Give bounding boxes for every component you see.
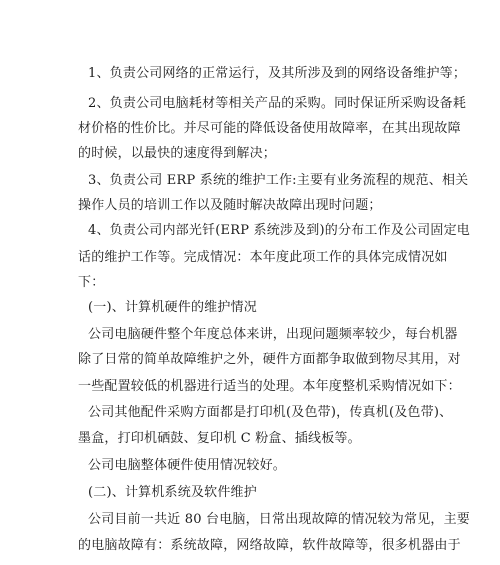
doc-line-7: 4、负责公司内部光钎(ERP 系统涉及到)的分布工作及公司固定电 (88, 223, 470, 238)
doc-line-12: 除了日常的简单故障维护之外，硬件方面都争取做到物尽其用，对 (78, 352, 461, 367)
doc-line-15: 墨盒，打印机硒鼓、复印机 C 粉盒、插线板等。 (78, 431, 361, 446)
doc-line-2: 2、负责公司电脑耗材等相关产品的采购。同时保证所采购设备耗 (88, 96, 467, 111)
doc-line-5: 3、负责公司 ERP 系统的维护工作:主要有业务流程的规范、相关 (88, 173, 469, 188)
doc-line-14: 公司其他配件采购方面都是打印机(及色带)，传真机(及色带)、 (88, 405, 453, 420)
doc-line-1: 1、负责公司网络的正常运行，及其所涉及到的网络设备维护等； (88, 66, 467, 81)
doc-line-3: 材价格的性价比。并尽可能的降低设备使用故障率，在其出现故障 (78, 121, 461, 136)
doc-line-11: 公司电脑硬件整个年度总体来讲，出现问题频率较少，每台机器 (88, 327, 458, 342)
doc-line-19: 的电脑故障有：系统故障，网络故障，软件故障等，很多机器由于 (78, 538, 461, 553)
doc-line-9: 下： (78, 275, 105, 290)
doc-line-18: 公司目前一共近 80 台电脑，日常出现故障的情况较为常见，主要 (88, 512, 471, 527)
section-heading-software: (二)、计算机系统及软件维护 (88, 485, 257, 500)
section-heading-hardware: (一)、计算机硬件的维护情况 (88, 300, 257, 315)
doc-line-16: 公司电脑整体硬件使用情况较好。 (88, 458, 287, 473)
doc-line-6: 操作人员的培训工作以及随时解决故障出现时问题； (78, 198, 382, 213)
doc-line-4: 的时候，以最快的速度得到解决； (78, 146, 277, 161)
doc-line-8: 话的维护工作等。完成情况：本年度此项工作的具体完成情况如 (78, 250, 448, 265)
doc-line-13: 一些配置较低的机器进行适当的处理。本年度整机采购情况如下： (78, 379, 461, 394)
